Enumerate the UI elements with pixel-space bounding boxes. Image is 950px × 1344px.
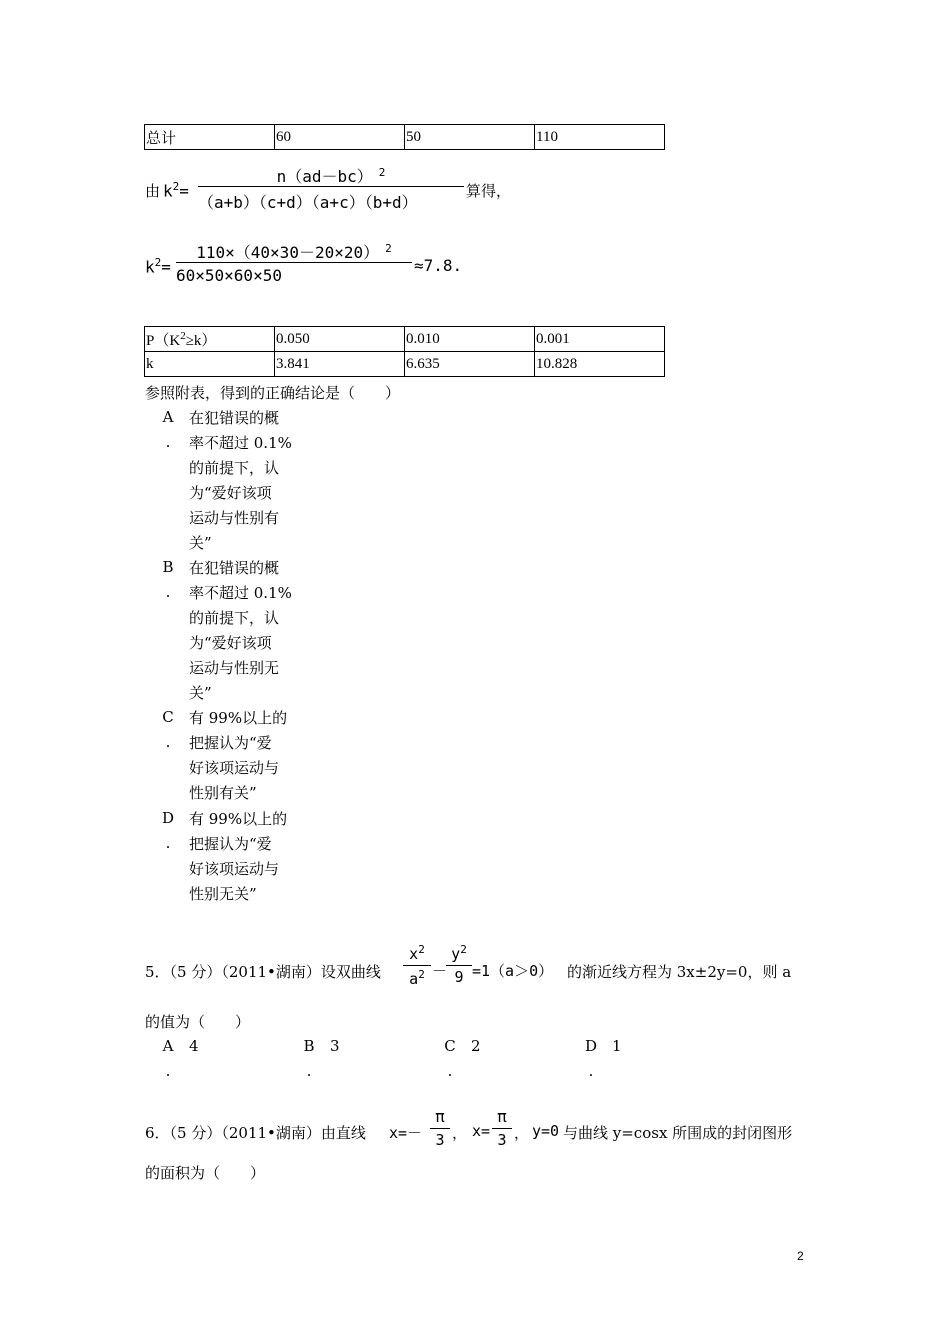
question-6-line-2: 的面积为（ ） xyxy=(145,1164,266,1182)
question-5-fraction-y: $\frac{y^2}{9}$ xyxy=(446,943,472,986)
question-6-header: 6．（5 分）（2011•湖南）由直线 xyxy=(145,1124,366,1142)
option-text: 在犯错误的概 率不超过 0.1% 的前提下，认 为“爱好该项 运动与性别无 关” xyxy=(189,559,292,702)
table-cell: 10.828 xyxy=(535,352,665,377)
option-text: 有 99%以上的 把握认为“爱 好该项运动与 性别无关” xyxy=(189,810,288,903)
question-5-header: 5．（5 分）（2011•湖南）设双曲线 xyxy=(145,963,381,981)
option-letter: A xyxy=(162,408,174,426)
critical-value-table xyxy=(144,326,665,377)
option-text: 有 99%以上的 把握认为“爱 好该项运动与 性别有关” xyxy=(189,709,288,802)
question-6-y0: y=0 xyxy=(532,1122,560,1140)
question-5-tail-formula: =1（a＞0） xyxy=(472,962,554,980)
formula-1-denominator: （a+b）（c+d）（a+c）（b+d） xyxy=(198,186,464,213)
formula-1-suffix: 算得， xyxy=(466,182,512,200)
total-row-table xyxy=(144,124,665,150)
total-label-cell: 总计 xyxy=(145,125,275,150)
question-6-separator: ， xyxy=(452,1124,468,1142)
formula-1-prefix: 由 xyxy=(145,182,161,200)
formula-2-lhs: $k^2=$ xyxy=(145,256,171,277)
question-5-tail-text: 的渐近线方程为 3x±2y=0，则 a xyxy=(567,963,792,981)
question-6-separator-2: ， xyxy=(514,1124,530,1142)
option-dot: . xyxy=(165,834,171,852)
question-5-line-2: 的值为（ ） xyxy=(145,1013,251,1031)
question-6-x1-prefix: x=－ xyxy=(389,1124,423,1142)
total-cell-2: 50 xyxy=(405,125,535,150)
formula-1-lhs: $k^2=$ xyxy=(163,180,189,201)
question-5-fraction-x: $\frac{x^2}{a^2}$ xyxy=(403,943,431,988)
question-6-x2-prefix: x= xyxy=(472,1122,491,1140)
option-letter: B xyxy=(162,558,174,576)
option-letter: C xyxy=(162,708,174,726)
formula-2-fraction xyxy=(176,240,412,285)
table-row xyxy=(145,352,665,377)
total-cell-3: 110 xyxy=(535,125,665,150)
table-row xyxy=(145,327,665,352)
question-6-fraction-1: $\frac{\pi}{3}$ xyxy=(430,1107,450,1149)
option-dot: . xyxy=(165,583,171,601)
formula-1-fraction xyxy=(198,164,464,213)
option-letter: D xyxy=(161,809,175,827)
question-4-prompt: 参照附表，得到的正确结论是（ ） xyxy=(145,384,401,402)
table-cell: 0.001 xyxy=(535,327,665,352)
table-header-label: $P(K^2\ge k)$ xyxy=(145,327,275,352)
formula-2-denominator: 60×50×60×50 xyxy=(176,262,412,285)
table-cell: 3.841 xyxy=(275,352,405,377)
table-cell: 6.635 xyxy=(405,352,535,377)
question-6-fraction-2: $\frac{\pi}{3}$ xyxy=(492,1107,512,1149)
table-row xyxy=(145,125,665,150)
formula-2-numerator: 110×（40×30－20×20） $^2$ xyxy=(196,241,392,262)
option-dot: . xyxy=(165,733,171,751)
formula-1-numerator: n（ad－bc） $^2$ xyxy=(276,165,386,186)
question-5-minus: － xyxy=(432,962,448,980)
formula-2-suffix: ≈7.8. xyxy=(414,256,463,275)
option-text: 在犯错误的概 率不超过 0.1% 的前提下，认 为“爱好该项 运动与性别有 关” xyxy=(189,409,292,552)
question-6-tail-text: 与曲线 y=cosx 所围成的封闭图形 xyxy=(563,1124,793,1142)
table-cell: 0.050 xyxy=(275,327,405,352)
option-dot: . xyxy=(165,433,171,451)
table-cell: 0.010 xyxy=(405,327,535,352)
table-row-label: k xyxy=(145,352,275,377)
page-number: 2 xyxy=(797,1249,804,1263)
total-cell-1: 60 xyxy=(275,125,405,150)
